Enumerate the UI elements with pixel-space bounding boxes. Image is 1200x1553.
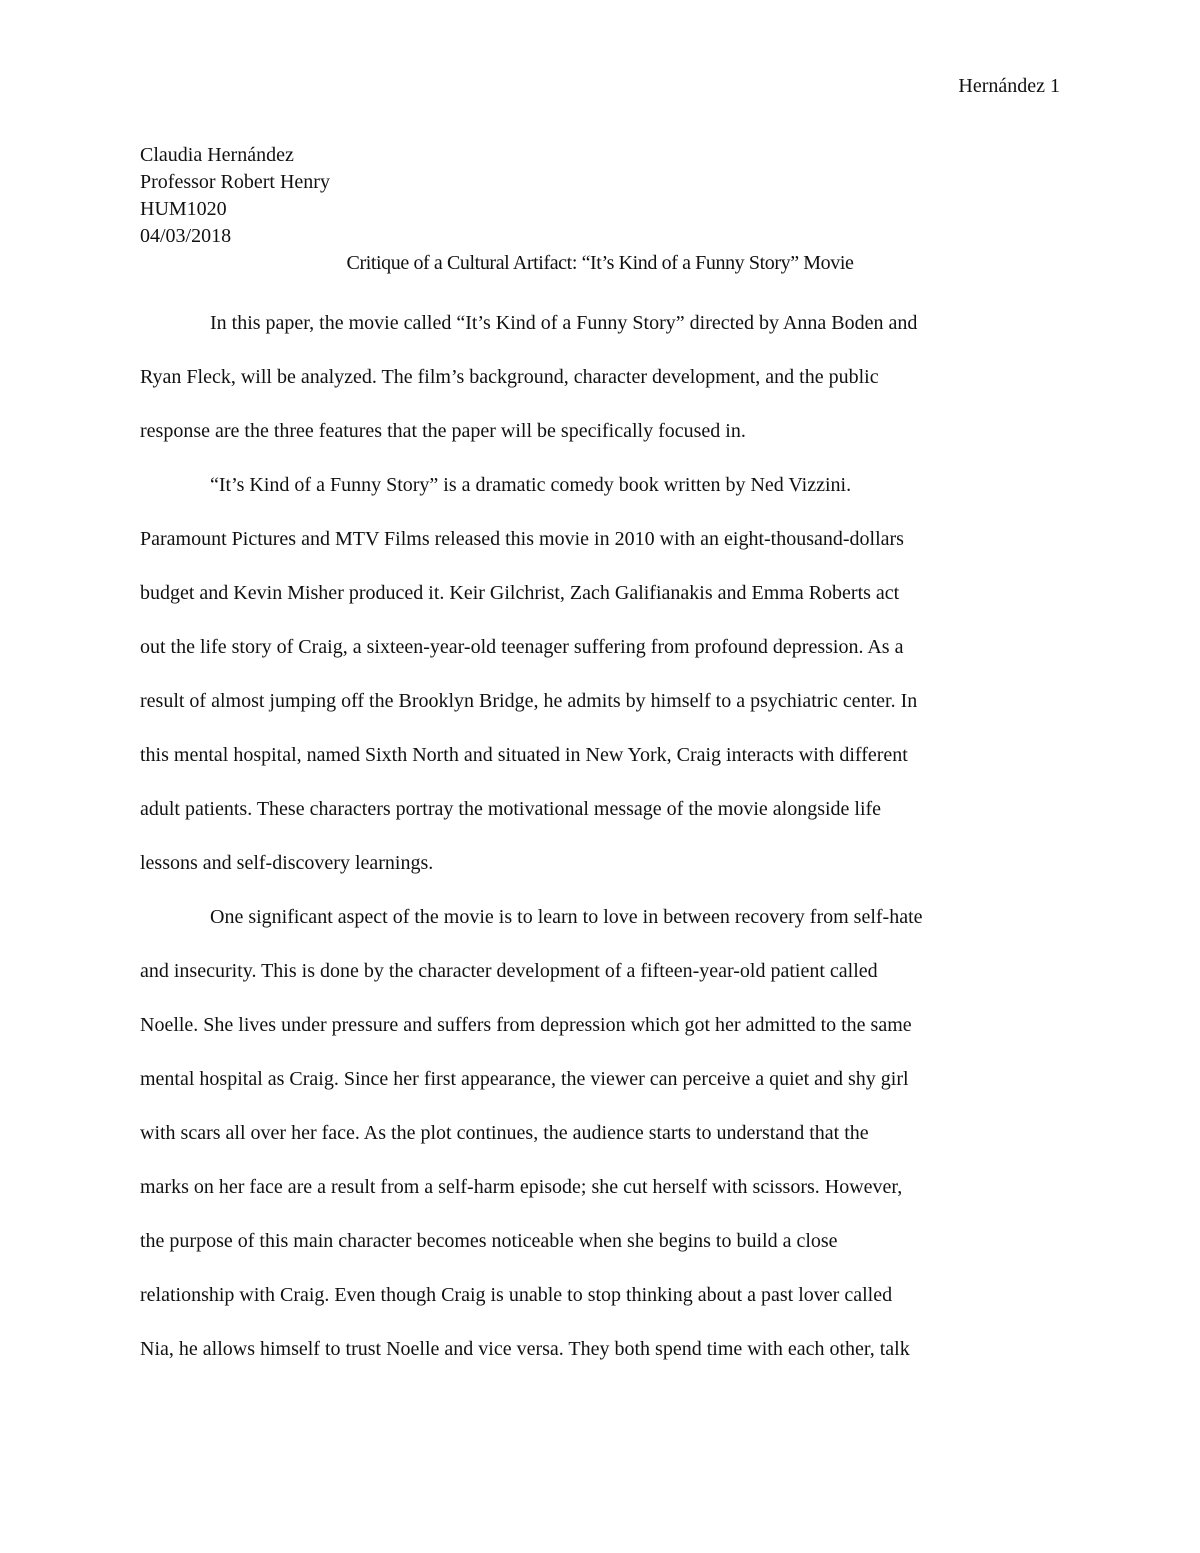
body-line: “It’s Kind of a Funny Story” is a dramatic comedy book written by Ned Vizzini. [210,474,852,496]
body-line: relationship with Craig. Even though Craig is unable to stop thinking about a past lover called [140,1284,893,1306]
body-line: budget and Kevin Misher produced it. Keir Gilchrist, Zach Galifianakis and Emma Roberts act [140,582,900,604]
body-line: and insecurity. This is done by the character development of a fifteen-year-old patient called [140,960,878,982]
body-line: One significant aspect of the movie is to learn to love in between recovery from self-hate [210,906,923,928]
body-line: mental hospital as Craig. Since her first appearance, the viewer can perceive a quiet and shy girl [140,1068,909,1090]
body-line: result of almost jumping off the Brooklyn Bridge, he admits by himself to a psychiatric center. In [140,690,918,712]
course-code: HUM1020 [140,198,227,220]
paper-date: 04/03/2018 [140,225,232,247]
body-line: Nia, he allows himself to trust Noelle and vice versa. They both spend time with each other, talk [140,1338,910,1360]
body-line: the purpose of this main character becomes noticeable when she begins to build a close [140,1230,838,1252]
body-line: adult patients. These characters portray the motivational message of the movie alongside life [140,798,882,820]
body-line: In this paper, the movie called “It’s Kind of a Funny Story” directed by Anna Boden and [210,312,918,334]
body-line: this mental hospital, named Sixth North and situated in New York, Craig interacts with different [140,744,908,766]
body-line: out the life story of Craig, a sixteen-year-old teenager suffering from profound depression. As a [140,636,904,658]
body-line: lessons and self-discovery learnings. [140,852,434,874]
body-line: with scars all over her face. As the plot continues, the audience starts to understand that the [140,1122,869,1144]
running-head: Hernández 1 [958,75,1060,97]
body-line: Noelle. She lives under pressure and suffers from depression which got her admitted to the same [140,1014,912,1036]
instructor-name: Professor Robert Henry [140,171,330,193]
author-name: Claudia Hernández [140,144,294,166]
body-text [140,296,1060,1376]
paper-title: Critique of a Cultural Artifact: “It’s Kind of a Funny Story” Movie [346,252,854,274]
body-line: marks on her face are a result from a self-harm episode; she cut herself with scissors. However, [140,1176,903,1198]
body-line: response are the three features that the paper will be specifically focused in. [140,420,746,442]
body-line: Paramount Pictures and MTV Films released this movie in 2010 with an eight-thousand-dollars [140,528,904,550]
body-line: Ryan Fleck, will be analyzed. The film’s background, character development, and the public [140,366,879,388]
heading-block [140,142,1060,277]
